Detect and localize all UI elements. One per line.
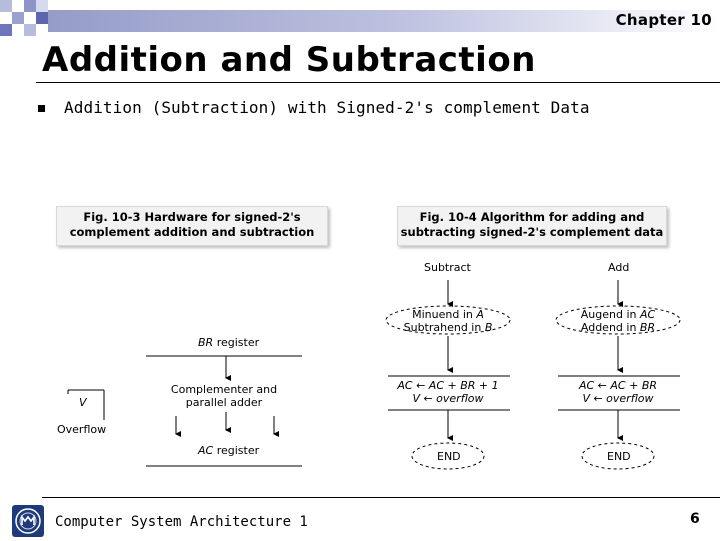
fig4-right-operation: AC ← AC + BR V ← overflow [578, 379, 658, 405]
fig4-left-operation: AC ← AC + BR + 1 V ← overflow [397, 379, 499, 405]
footer-divider [42, 497, 720, 498]
fig3-caption-line1: Fig. 10-3 Hardware for signed-2's [83, 210, 301, 224]
fig4-caption [397, 206, 667, 246]
page-number: 6 [690, 511, 700, 527]
fig3-lines [68, 356, 302, 466]
page-title: Addition and Subtraction [42, 40, 536, 80]
fig4-right-input-box: Augend in AC Addend in BR [580, 308, 656, 334]
fig4-caption-line2: subtracting signed-2's complement data [400, 225, 664, 239]
fig4-left-input-box: Minuend in A Subtrahend in B [403, 308, 493, 334]
fig4-add-label: Add [608, 261, 630, 274]
bullet-text: Addition (Subtraction) with Signed-2's complement Data [64, 98, 590, 117]
fig3-complementer: Complementer and parallel adder [170, 383, 278, 409]
fig3-ac-register: AC register [198, 444, 260, 457]
fig3-v-label: V [79, 396, 87, 409]
fig4-end-left: END [437, 450, 461, 463]
chapter-label: Chapter 10 [615, 11, 712, 29]
fig4-caption-line1: Fig. 10-4 Algorithm for adding and [419, 210, 645, 224]
fig3-caption-line2: complement addition and subtraction [69, 225, 315, 239]
fig3-overflow-label: Overflow [57, 423, 107, 436]
university-logo-icon [12, 505, 44, 537]
footer-course-title: Computer System Architecture 1 [55, 514, 308, 530]
fig4-subtract-label: Subtract [424, 261, 471, 274]
fig4-end-right: END [607, 450, 631, 463]
logo-emblem-icon [12, 505, 44, 537]
fig3-br-register: BR register [198, 336, 260, 349]
